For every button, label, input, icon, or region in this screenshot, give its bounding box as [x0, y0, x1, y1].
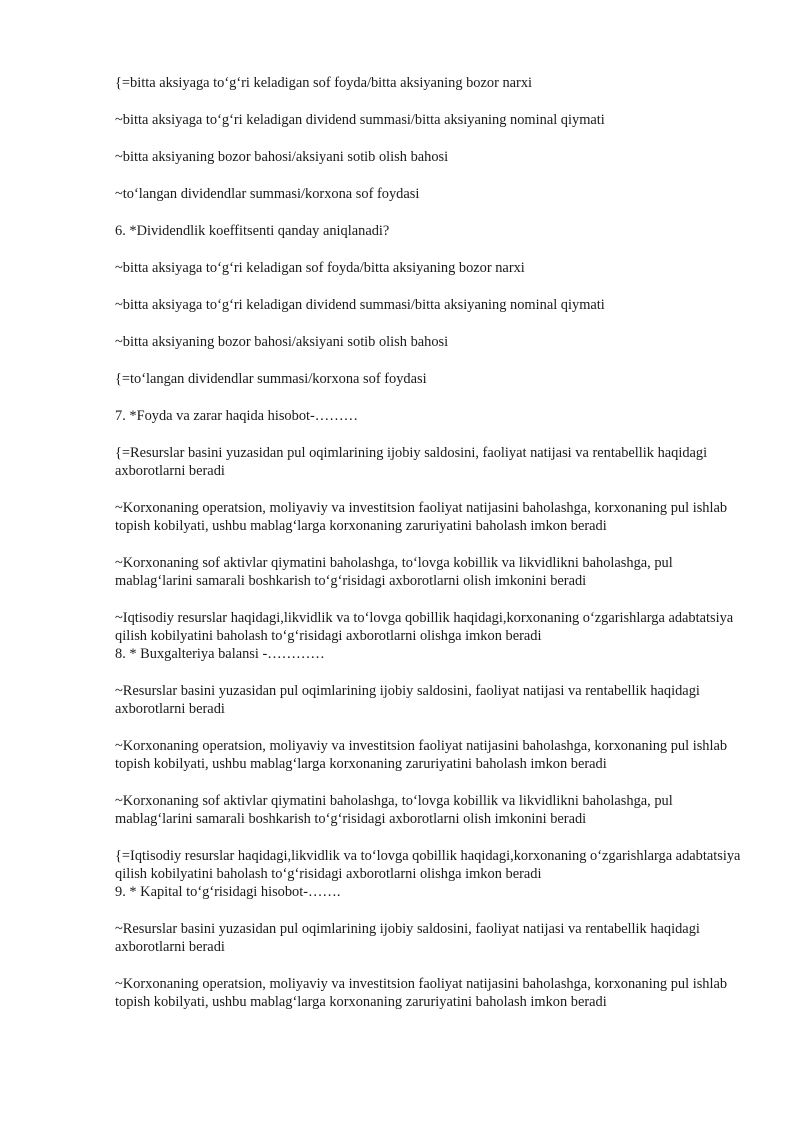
question-6: 6. *Dividendlik koeffitsenti qanday aniqlanadi? [115, 223, 390, 239]
answer-option-q6: ~bitta aksiyaning bozor bahosi/aksiyani sotib olish bahosi [115, 334, 449, 350]
answer-option-q9: ~Resurslar basini yuzasidan pul oqimlarining ijobiy saldosini, faoliyat natijasi va rentabellik haqidagi axborotlarni beradi [115, 921, 700, 955]
answer-option-q8: ~Resurslar basini yuzasidan pul oqimlarining ijobiy saldosini, faoliyat natijasi va rentabellik haqidagi axborotlarni beradi [115, 683, 700, 717]
question-7: 7. *Foyda va zarar haqida hisobot-……… [115, 408, 358, 424]
question-8: 8. * Buxgalteriya balansi -………… [115, 646, 325, 662]
answer-option-q7: ~Iqtisodiy resurslar haqidagi,likvidlik va to‘lovga qobillik haqidagi,korxonaning o‘zgarishlarga adabtatsiya qilish kobilyatini baholash to‘g‘risidagi axborotlarni olishga imkon beradi [115, 610, 734, 644]
answer-option-q5: ~bitta aksiyaning bozor bahosi/aksiyani sotib olish bahosi [115, 149, 449, 165]
answer-correct-q7: {=Resurslar basini yuzasidan pul oqimlarining ijobiy saldosini, faoliyat natijasi va rentabellik haqidagi axborotlarni beradi [115, 445, 708, 479]
answer-option-q7: ~Korxonaning operatsion, moliyaviy va investitsion faoliyat natijasini baholashga, korxonaning pul ishlab topish kobilyati, ushbu mablag‘larga korxonaning zaruriyatini baholash imkon beradi [115, 500, 728, 534]
answer-option-q5: ~bitta aksiyaga to‘g‘ri keladigan dividend summasi/bitta aksiyaning nominal qiymati [115, 112, 605, 128]
document-body [115, 74, 745, 1030]
answer-option-q8: ~Korxonaning sof aktivlar qiymatini baholashga, to‘lovga kobillik va likvidlikni baholashga, pul mablag‘larini samarali boshkarish to‘g‘risidagi axborotlarni olish imkonini beradi [115, 793, 673, 827]
question-9: 9. * Kapital to‘g‘risidagi hisobot-……. [115, 884, 341, 900]
answer-option-q7: ~Korxonaning sof aktivlar qiymatini baholashga, to‘lovga kobillik va likvidlikni baholashga, pul mablag‘larini samarali boshkarish to‘g‘risidagi axborotlarni olish imkonini beradi [115, 555, 673, 589]
answer-correct-q5: {=bitta aksiyaga to‘g‘ri keladigan sof foyda/bitta aksiyaning bozor narxi [115, 75, 533, 91]
answer-option-q6: ~bitta aksiyaga to‘g‘ri keladigan dividend summasi/bitta aksiyaning nominal qiymati [115, 297, 605, 313]
answer-correct-q6: {=to‘langan dividendlar summasi/korxona sof foydasi [115, 371, 427, 387]
answer-correct-q8: {=Iqtisodiy resurslar haqidagi,likvidlik va to‘lovga qobillik haqidagi,korxonaning o‘zgarishlarga adabtatsiya qilish kobilyatini baholash to‘g‘risidagi axborotlarni olishga imkon beradi [115, 848, 741, 882]
answer-option-q9: ~Korxonaning operatsion, moliyaviy va investitsion faoliyat natijasini baholashga, korxonaning pul ishlab topish kobilyati, ushbu mablag‘larga korxonaning zaruriyatini baholash imkon beradi [115, 976, 728, 1010]
answer-option-q8: ~Korxonaning operatsion, moliyaviy va investitsion faoliyat natijasini baholashga, korxonaning pul ishlab topish kobilyati, ushbu mablag‘larga korxonaning zaruriyatini baholash imkon beradi [115, 738, 728, 772]
answer-option-q6: ~bitta aksiyaga to‘g‘ri keladigan sof foyda/bitta aksiyaning bozor narxi [115, 260, 525, 276]
answer-option-q5: ~to‘langan dividendlar summasi/korxona sof foydasi [115, 186, 420, 202]
